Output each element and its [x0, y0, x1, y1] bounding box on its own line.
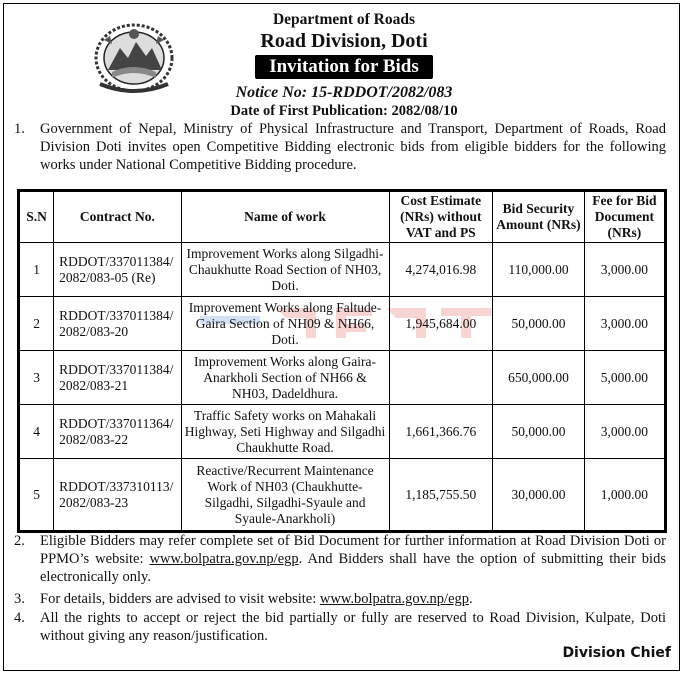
paragraph-text: All the rights to accept or reject the bid partially or fully are reserved to Road Division, Kulpate, Doti without giving any reason/justification. [40, 610, 666, 645]
cell-security: 50,000.00 [493, 405, 585, 459]
bolpatra-link[interactable]: www.bolpatra.gov.np/egp [319, 591, 470, 607]
bolpatra-link[interactable]: www.bolpatra.gov.np/egp [149, 551, 299, 568]
table-row [20, 243, 665, 297]
cell-cost: 1,661,366.76 [389, 405, 493, 459]
header [184, 10, 504, 120]
publication-date: Date of First Publication: 2082/08/10 [230, 103, 458, 119]
notice-number: Notice No: 15-RDDOT/2082/083 [235, 84, 453, 101]
header-cost: Cost Estimate (NRs) without VAT and PS [389, 192, 493, 243]
cell-cost: 4,274,016.98 [389, 243, 493, 297]
cell-security: 650,000.00 [493, 351, 585, 405]
cell-work: Improvement Works along Faltude-Gaira Section of NH09 & NH66, Doti. [181, 297, 389, 351]
cell-security: 30,000.00 [493, 459, 585, 531]
table-row [20, 459, 665, 531]
cell-contract: RDDOT/337011384/ 2082/083-21 [54, 351, 181, 405]
paragraph-number: 1. [14, 121, 25, 137]
header-fee: Fee for Bid Document (NRs) [584, 192, 664, 243]
cell-sn: 5 [20, 459, 54, 531]
cell-contract: RDDOT/337011364/ 2082/083-22 [54, 405, 181, 459]
cell-contract: RDDOT/337011384/ 2082/083-05 (Re) [54, 243, 181, 297]
header-sn: S.N [20, 192, 54, 243]
cell-fee: 3,000.00 [584, 297, 664, 351]
cell-work: Improvement Works along Silgadhi-Chaukhutte Road Section of NH03, Doti. [181, 243, 389, 297]
cell-sn: 1 [20, 243, 54, 297]
cell-sn: 4 [20, 405, 54, 459]
header-work: Name of work [181, 192, 389, 243]
cell-work: Improvement Works along Gaira-Anarkholi Section of NH66 & NH03, Dadeldhura. [181, 351, 389, 405]
cell-contract: RDDOT/337310113/ 2082/083-23 [54, 459, 181, 531]
cell-contract: RDDOT/337011384/ 2082/083-20 [54, 297, 181, 351]
cell-work: Reactive/Recurrent Maintenance Work of NH03 (Chaukhutte-Silgadhi, Silgadhi-Syaule and Syaule-Anarkholi) [181, 459, 389, 531]
cell-cost: 1,185,755.50 [389, 459, 493, 531]
cell-work: Traffic Safety works on Mahakali Highway, Seti Highway and Silgadhi Chaukhutte Road. [181, 405, 389, 459]
paragraph-text: For details, bidders are advised to visit website: [40, 591, 320, 607]
cell-fee: 1,000.00 [584, 459, 664, 531]
table-header-row [20, 192, 665, 243]
paragraph-text: Government of Nepal, Ministry of Physical Infrastructure and Transport, Department of Roads, Road Division Doti invites open Competitive Bidding electronic bids from eligible bidders for the following works under National Competitive Bidding procedure. [40, 121, 666, 174]
division-title: Road Division, Doti [260, 30, 428, 52]
cell-sn: 2 [20, 297, 54, 351]
paragraph-4 [14, 609, 666, 645]
header-contract: Contract No. [54, 192, 181, 243]
paragraph-number: 2. [14, 533, 25, 549]
paragraph-2 [14, 532, 666, 587]
invitation-banner: Invitation for Bids [255, 55, 433, 79]
cell-fee: 5,000.00 [584, 351, 664, 405]
paragraph-text: . [469, 591, 473, 607]
cell-security: 110,000.00 [493, 243, 585, 297]
cell-security: 50,000.00 [493, 297, 585, 351]
works-table [19, 191, 665, 531]
paragraph-number: 4. [14, 610, 25, 626]
paragraph-number: 3. [14, 591, 25, 607]
paragraph-1 [14, 120, 666, 175]
department-title: Department of Roads [272, 11, 416, 28]
table-row [20, 297, 665, 351]
cell-sn: 3 [20, 351, 54, 405]
cell-fee: 3,000.00 [584, 243, 664, 297]
paragraph-text: Eligible Bidders may refer complete set of Bid Document for further information at Road Division Doti or PPMO’s website: [40, 533, 666, 568]
table-row [20, 351, 665, 405]
government-emblem-icon [90, 18, 178, 94]
cell-cost: 1,945,684.00 [389, 297, 493, 351]
cell-fee: 3,000.00 [584, 405, 664, 459]
cell-cost [389, 351, 493, 405]
table-row [20, 405, 665, 459]
paragraph-text: . And Bidders shall have the option of submitting their bids electronically only. [40, 551, 666, 586]
paragraph-3 [14, 590, 666, 608]
header-security: Bid Security Amount (NRs) [493, 192, 585, 243]
signature-title: Division Chief [562, 645, 671, 661]
